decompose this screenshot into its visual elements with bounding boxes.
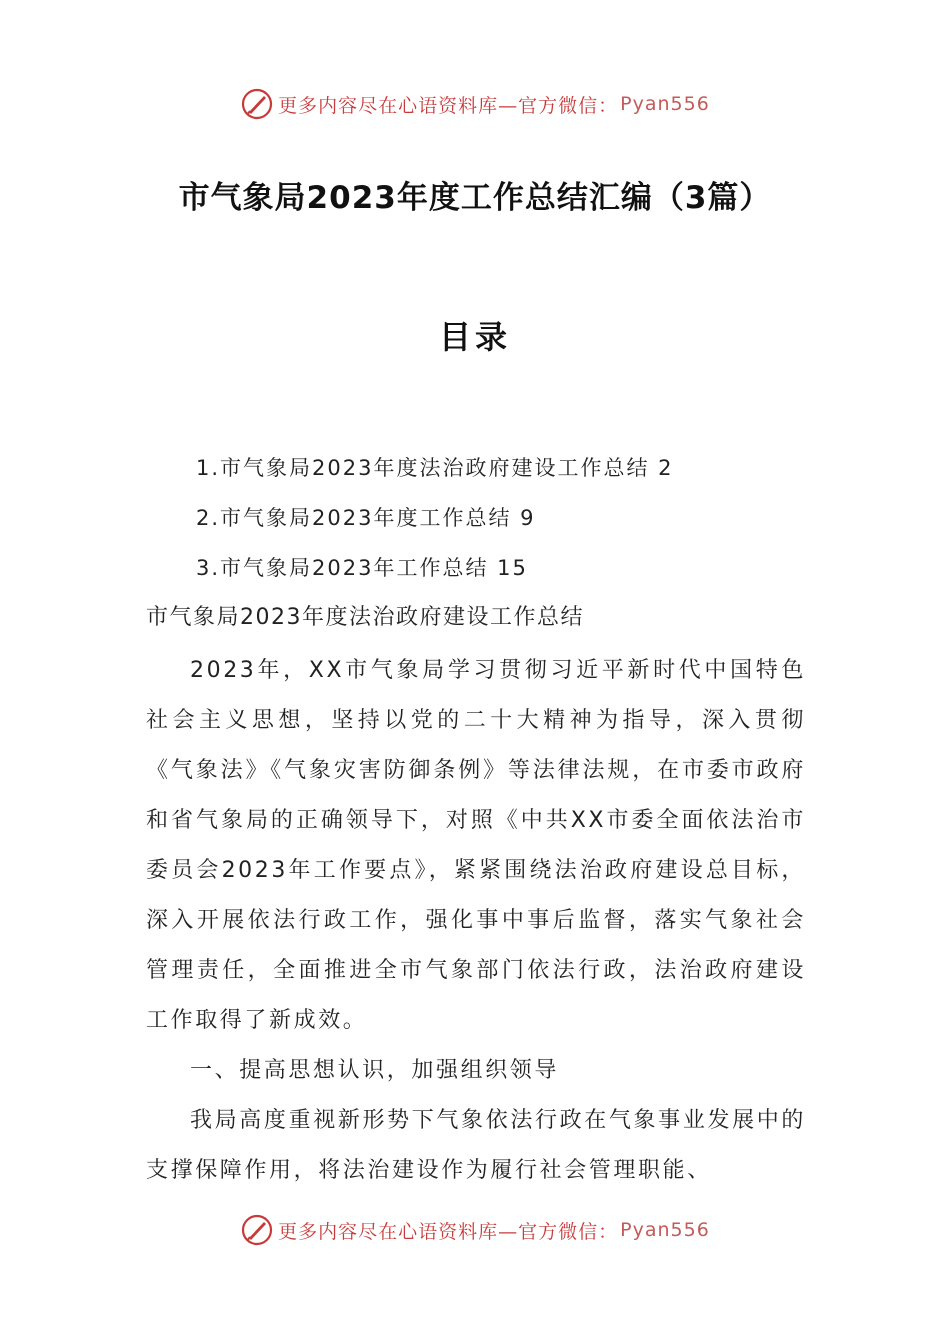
table-of-contents — [196, 446, 674, 596]
watermark-text: 更多内容尽在心语资料库—官方微信： — [278, 1220, 619, 1243]
section-title: 市气象局2023年度法治政府建设工作总结 — [146, 605, 584, 630]
toc-item[interactable]: 2.市气象局2023年度工作总结 9 — [196, 506, 536, 530]
toc-heading: 目录 — [438, 318, 511, 356]
document-body — [146, 596, 806, 1196]
document-title: 市气象局2023年度工作总结汇编（3篇） — [178, 180, 772, 216]
watermark-footer — [0, 1210, 950, 1250]
toc-item[interactable]: 3.市气象局2023年工作总结 15 — [196, 556, 528, 580]
section-heading: 一、提高思想认识，加强组织领导 — [190, 1058, 560, 1083]
toc-item[interactable]: 1.市气象局2023年度法治政府建设工作总结 2 — [196, 456, 674, 480]
watermark-wechat-id: Pyan556 — [620, 93, 710, 115]
watermark-wechat-id: Pyan556 — [620, 1219, 710, 1241]
quill-pen-logo-icon — [240, 87, 274, 121]
watermark-text: 更多内容尽在心语资料库—官方微信： — [278, 94, 619, 117]
quill-pen-logo-icon — [240, 1213, 274, 1247]
watermark-header — [0, 84, 950, 124]
paragraph: 2023年，XX市气象局学习贯彻习近平新时代中国特色社会主义思想，坚持以党的二十大精神为指导，深入贯彻《气象法》《气象灾害防御条例》等法律法规，在市委市政府和省气象局的正确领导下，对照《中共XX市委全面依法治市委员会2023年工作要点》，紧紧围绕法治政府建设总目标，深入开展依法行政工作，强化事中事后监督，落实气象社会管理责任，全面推进全市气象部门依法行政，法治政府建设工作取得了新成效。 — [146, 658, 806, 1033]
paragraph: 我局高度重视新形势下气象依法行政在气象事业发展中的支撑保障作用，将法治建设作为履行社会管理职能、 — [146, 1108, 806, 1183]
